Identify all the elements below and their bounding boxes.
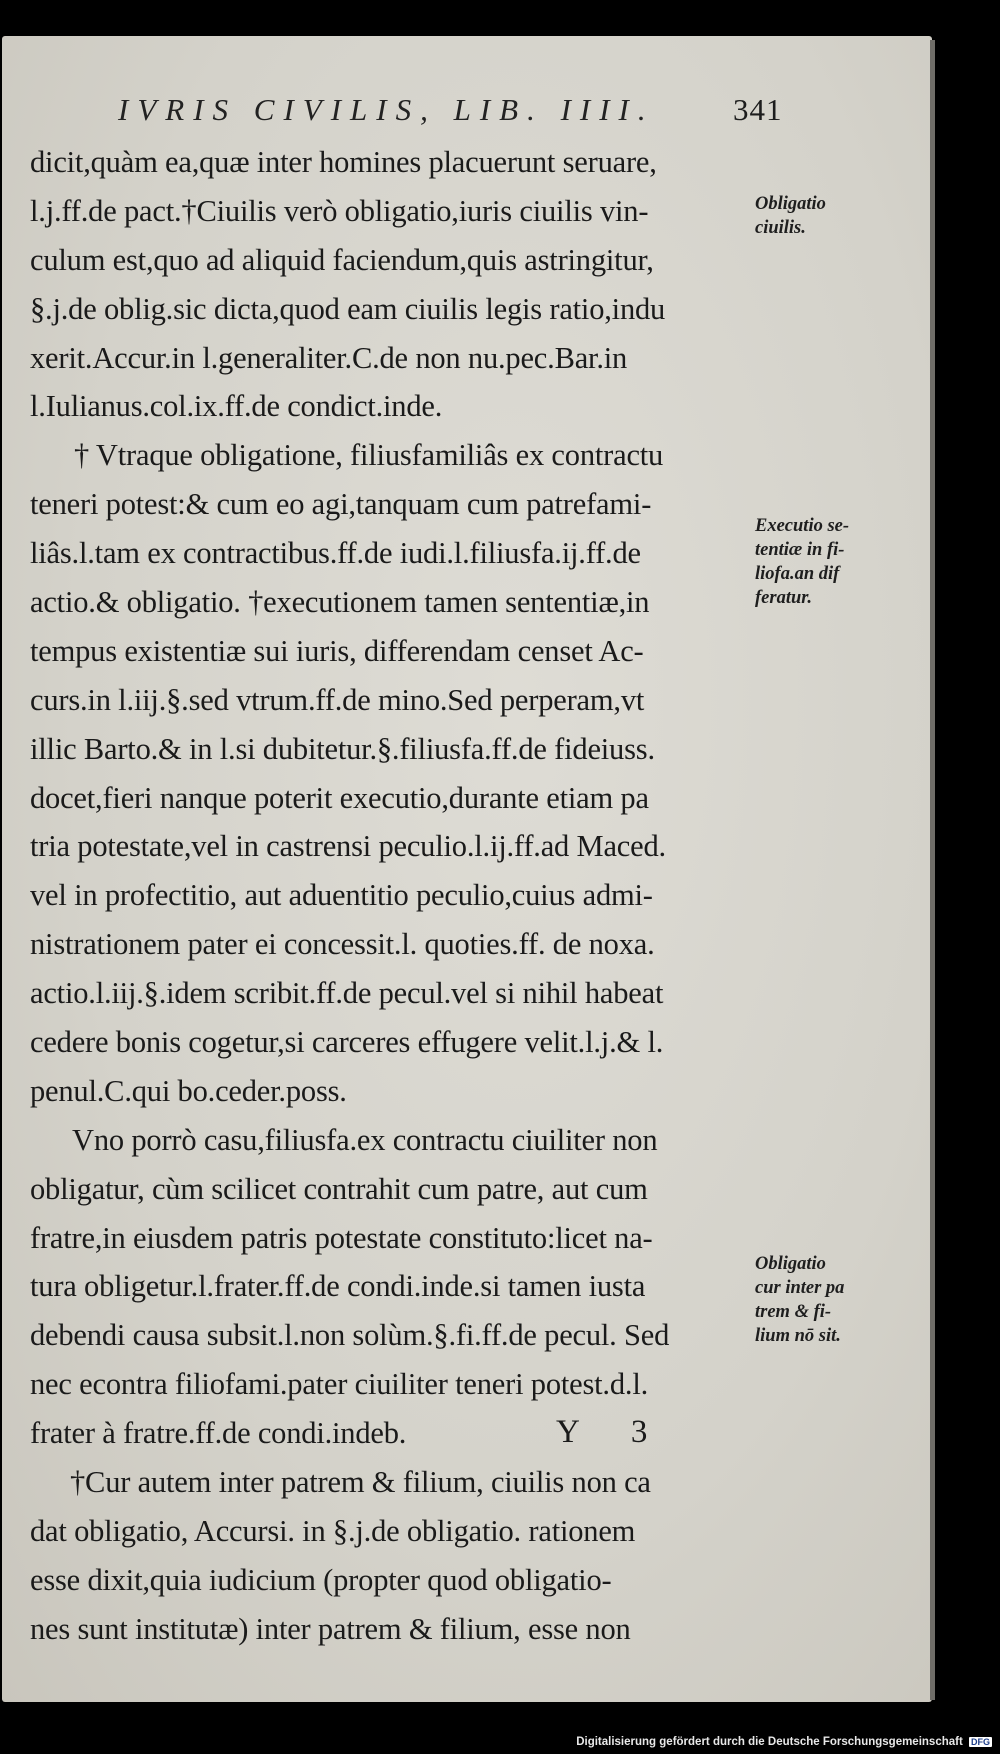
text-line: actio.l.iij.§.idem scribit.ff.de pecul.vel si nihil habeat xyxy=(30,976,664,1011)
text-line: actio.& obligatio. †executionem tamen sententiæ,in xyxy=(30,585,650,620)
text-line: cedere bonis cogetur,si carceres effugere velit.l.j.& l. xyxy=(30,1025,664,1060)
margin-note-line: cur inter pa xyxy=(755,1278,845,1298)
footer-credit xyxy=(576,1736,992,1748)
text-line: teneri potest:& cum eo agi,tanquam cum patrefami- xyxy=(30,487,652,522)
text-line: nes sunt institutæ) inter patrem & filium, esse non xyxy=(30,1611,631,1646)
text-line: fratre,in eiusdem patris potestate constituto:licet na- xyxy=(30,1220,653,1255)
margin-note-executio xyxy=(755,514,915,610)
margin-note-line: tentiæ in fi- xyxy=(755,540,845,560)
margin-note-line: feratur. xyxy=(755,588,813,608)
margin-note-line: Obligatio xyxy=(755,194,826,214)
text-line: debendi causa subsit.l.non solùm.§.fi.ff.de pecul. Sed xyxy=(30,1318,670,1353)
text-line: esse dixit,quia iudicium (propter quod obligatio- xyxy=(30,1562,612,1597)
page-number: 341 xyxy=(733,92,783,127)
margin-note-line: Executio se- xyxy=(755,516,850,536)
text-line: curs.in l.iij.§.sed vtrum.ff.de mino.Sed perperam,vt xyxy=(30,682,645,717)
text-line: dat obligatio, Accursi. in §.j.de obligatio. rationem xyxy=(30,1513,636,1548)
text-line: tempus existentiæ sui iuris, differendam censet Ac- xyxy=(30,633,644,668)
margin-note-line: ciuilis. xyxy=(755,218,806,238)
text-line: l.j.ff.de pact.†Ciuilis verò obligatio,iuris ciuilis vin- xyxy=(30,193,649,228)
text-line: docet,fieri nanque poterit executio,durante etiam pa xyxy=(30,780,649,815)
page-header xyxy=(0,92,1000,132)
text-line: liâs.l.tam ex contractibus.ff.de iudi.l.filiusfa.ij.ff.de xyxy=(30,536,641,571)
text-line: §.j.de oblig.sic dicta,quod eam ciuilis legis ratio,indu xyxy=(30,291,666,326)
margin-note-obligatio-ciuilis xyxy=(755,192,915,240)
margin-note-line: Obligatio xyxy=(755,1254,826,1274)
text-line: illic Barto.& in l.si dubitetur.§.filiusfa.ff.de fideiuss. xyxy=(30,731,655,766)
text-line: nistrationem pater ei concessit.l. quoties.ff. de noxa. xyxy=(30,927,655,962)
text-line: xerit.Accur.in l.generaliter.C.de non nu.pec.Bar.in xyxy=(30,340,628,375)
page-edge-shadow xyxy=(930,40,935,1700)
text-line: †Cur autem inter patrem & filium, ciuilis non ca xyxy=(70,1465,651,1500)
text-line: obligatur, cùm scilicet contrahit cum patre, aut cum xyxy=(30,1171,648,1206)
margin-note-line: trem & fi- xyxy=(755,1302,832,1322)
text-line: Vno porrò casu,filiusfa.ex contractu ciuiliter non xyxy=(72,1122,658,1157)
text-line: vel in profectitio, aut aduentitio peculio,cuius admi- xyxy=(30,878,653,913)
running-head: IVRIS CIVILIS, LIB. IIII. xyxy=(118,92,655,127)
text-line: penul.C.qui bo.ceder.poss. xyxy=(30,1073,347,1108)
text-line: culum est,quo ad aliquid faciendum,quis astringitur, xyxy=(30,242,654,277)
text-line: tria potestate,vel in castrensi peculio.l.ij.ff.ad Maced. xyxy=(30,829,666,864)
text-line: tura obligetur.l.frater.ff.de condi.inde.si tamen iusta xyxy=(30,1269,646,1304)
margin-note-line: liofa.an dif xyxy=(755,564,840,584)
footer-credit-text: Digitalisierung gefördert durch die Deutsche Forschungsgemeinschaft xyxy=(576,1736,963,1748)
margin-note-obligatio-cur xyxy=(755,1252,915,1348)
signature-mark: Y 3 xyxy=(556,1414,670,1450)
text-line: l.Iulianus.col.ix.ff.de condict.inde. xyxy=(30,389,443,424)
text-line: frater à fratre.ff.de condi.indeb. xyxy=(30,1416,407,1451)
margin-note-line: lium nō sit. xyxy=(755,1326,841,1346)
text-line: † Vtraque obligatione, filiusfamiliâs ex contractu xyxy=(74,438,664,473)
text-line: dicit,quàm ea,quæ inter homines placuerunt seruare, xyxy=(30,145,657,179)
dfg-logo: DFG xyxy=(971,1737,990,1747)
text-line: nec econtra filiofami.pater ciuiliter teneri potest.d.l. xyxy=(30,1367,649,1402)
